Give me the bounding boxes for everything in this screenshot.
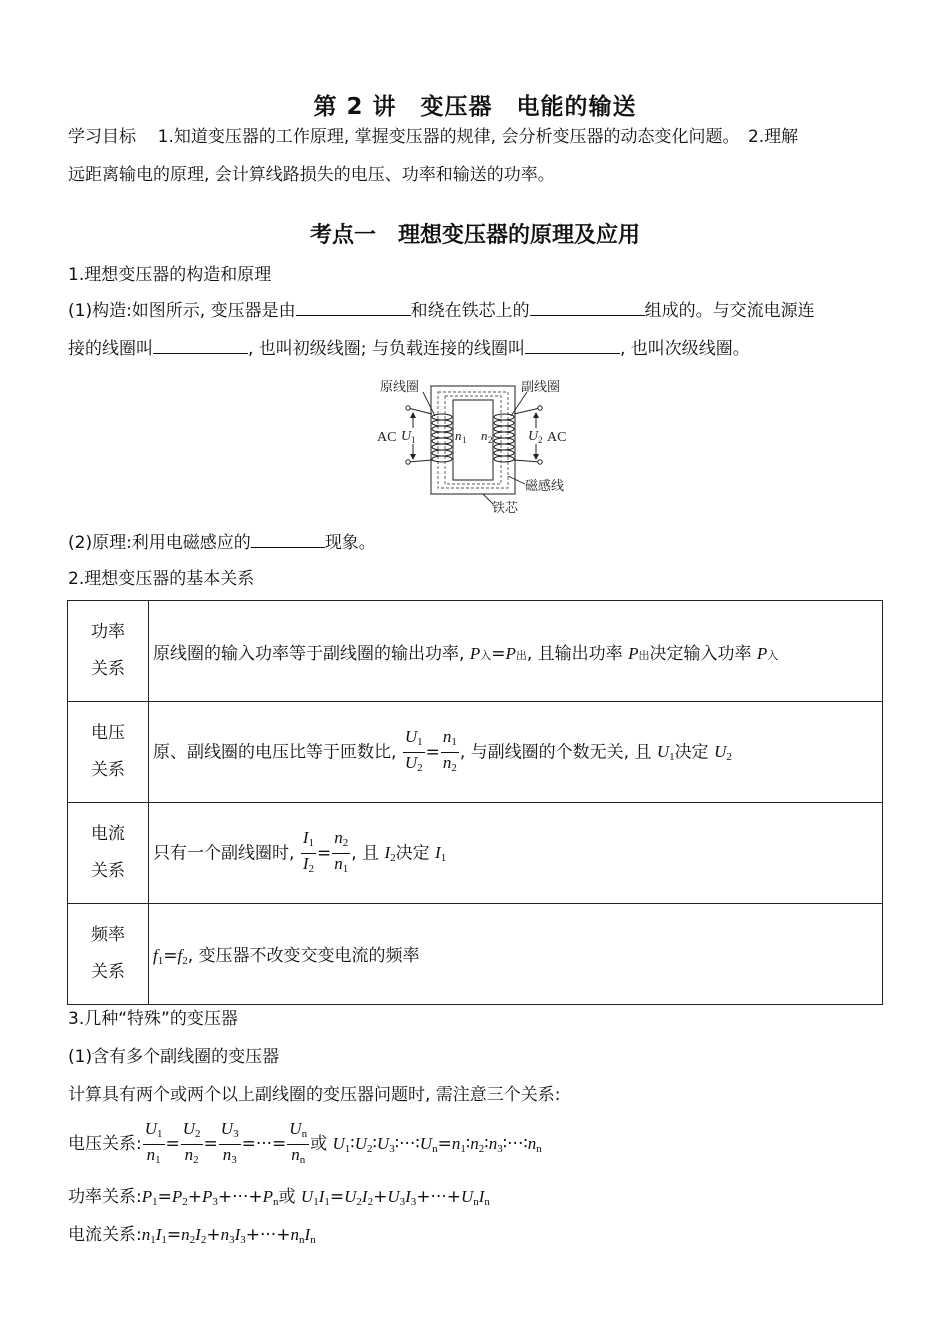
key-power: 功率 关系	[68, 601, 149, 702]
secondary-coil-label: 副线圈	[521, 380, 561, 395]
principle-paragraph	[68, 524, 888, 562]
construction-paragraph	[68, 292, 888, 368]
objectives-label: 学习目标	[68, 127, 136, 147]
frac-i1-i2: $\frac{I_1}{I_2}$	[302, 827, 314, 875]
power-relation: 功率关系$:P_1=P_2+P_3+\cdot\cdot\cdot+P_n$或 $U_1I_1=U_2I_2+U_3I_3+\cdot\cdot\cdot+U_nI_n$	[68, 1187, 490, 1208]
table-row-frequency	[68, 904, 883, 1005]
principle-text-a: (2)原理:利用电磁感应的	[68, 533, 251, 553]
struct-text-a: (1)构造:如图所示, 变压器是由	[68, 301, 296, 321]
frac-n2-n1: $\frac{n_2}{n_1}$	[334, 827, 349, 875]
terminal-left-top	[406, 406, 410, 410]
struct-text-e: , 也叫初级线圈; 与负载连接的线圈叫	[248, 339, 525, 359]
struct-text-b: 和绕在铁芯上的	[410, 301, 530, 321]
blank-5[interactable]	[251, 530, 325, 548]
key-frequency: 频率 关系	[68, 904, 149, 1005]
u1-label: U	[401, 429, 412, 444]
blank-1[interactable]	[296, 298, 411, 316]
n1-label: n	[455, 428, 462, 443]
blank-2[interactable]	[530, 298, 645, 316]
voltage-relation: 电压关系: $\frac{U_1}{n_1}$ = $\frac{U_2}{n_2}$ = $\frac{U_3}{n_3}$ =···= $\frac{U_n}{n_n}$ 或 $U_1∶U_2∶U_3∶\cdot\cdot\cdot∶U_n=n_1∶n_2∶n_3∶\cdot\cdot\cdot∶n_n$	[68, 1118, 542, 1166]
terminal-right-top	[538, 406, 542, 410]
heading-special-transformers: 3.几种“特殊”的变压器	[68, 1009, 238, 1029]
transformer-diagram	[375, 372, 585, 518]
subheading-multi-secondary: (1)含有多个副线圈的变压器	[68, 1047, 280, 1067]
principle-text-b: 现象。	[324, 533, 376, 553]
flux-label: 磁感线	[525, 479, 565, 494]
table-row-power	[68, 601, 883, 702]
value-voltage: 原、副线圈的电压比等于匝数比, $\frac{U_1}{U_2}$ = $\frac{n_1}{n_2}$ , 与副线圈的个数无关, 且 $U_1$决定 $U_2$	[149, 702, 883, 803]
n2-sub: 2	[488, 435, 493, 445]
multi-secondary-intro: 计算具有两个或两个以上副线圈的变压器问题时, 需注意三个关系:	[68, 1085, 561, 1105]
heading-basic-relations: 2.理想变压器的基本关系	[68, 569, 255, 589]
value-current: 只有一个副线圈时, $\frac{I_1}{I_2}$ = $\frac{n_2}{n_1}$ , 且 $I_2$决定 $I_1$	[149, 803, 883, 904]
n1-sub: 1	[462, 435, 467, 445]
value-power: 原线圈的输入功率等于副线圈的输出功率, P入=P出, 且输出功率 P出决定输入功率 P入	[149, 601, 883, 702]
relations-table	[67, 600, 883, 1005]
blank-4[interactable]	[525, 336, 620, 354]
objectives-line2: 远距离输电的原理, 会计算线路损失的电压、功率和输送的功率。	[68, 165, 555, 185]
frac-u1-u2: $\frac{U_1}{U_2}$	[404, 726, 423, 774]
left-ac-label: AC	[377, 430, 397, 445]
struct-text-d: 接的线圈叫	[68, 339, 153, 359]
primary-coil-label: 原线圈	[380, 380, 420, 395]
primary-coil	[432, 414, 452, 462]
flux-line-1	[438, 392, 508, 488]
u1-sub: 1	[411, 435, 416, 445]
u2-sub: 2	[538, 435, 543, 445]
secondary-coil	[494, 414, 514, 462]
key-current: 电流 关系	[68, 803, 149, 904]
core-outer	[431, 386, 515, 494]
key-voltage: 电压 关系	[68, 702, 149, 803]
current-relation: 电流关系$:n_1I_1=n_2I_2+n_3I_3+\cdot\cdot\cdot+n_nI_n$	[68, 1225, 316, 1246]
section1-title: 考点一 理想变压器的原理及应用	[309, 223, 640, 248]
u2-label: U	[528, 429, 539, 444]
struct-text-f: , 也叫次级线圈。	[619, 339, 750, 359]
core-label: 铁芯	[492, 501, 519, 516]
table-row-voltage	[68, 702, 883, 803]
terminal-left-bottom	[406, 460, 410, 464]
terminal-right-bottom	[538, 460, 542, 464]
objectives-line1: 1.知道变压器的工作原理, 掌握变压器的规律, 会分析变压器的动态变化问题。 2.理解	[157, 127, 799, 147]
frac-n1-n2: $\frac{n_1}{n_2}$	[442, 726, 457, 774]
learning-objectives	[68, 118, 888, 194]
table-row-current	[68, 803, 883, 904]
page-title: 第 2 讲 变压器 电能的输送	[313, 94, 637, 120]
right-ac-label: AC	[547, 430, 567, 445]
n2-label: n	[481, 428, 488, 443]
value-frequency: $f_1=f_2$, 变压器不改变交变电流的频率	[149, 904, 883, 1005]
struct-text-c: 组成的。与交流电源连	[644, 301, 815, 321]
blank-3[interactable]	[153, 336, 248, 354]
heading-construction: 1.理想变压器的构造和原理	[68, 265, 272, 285]
